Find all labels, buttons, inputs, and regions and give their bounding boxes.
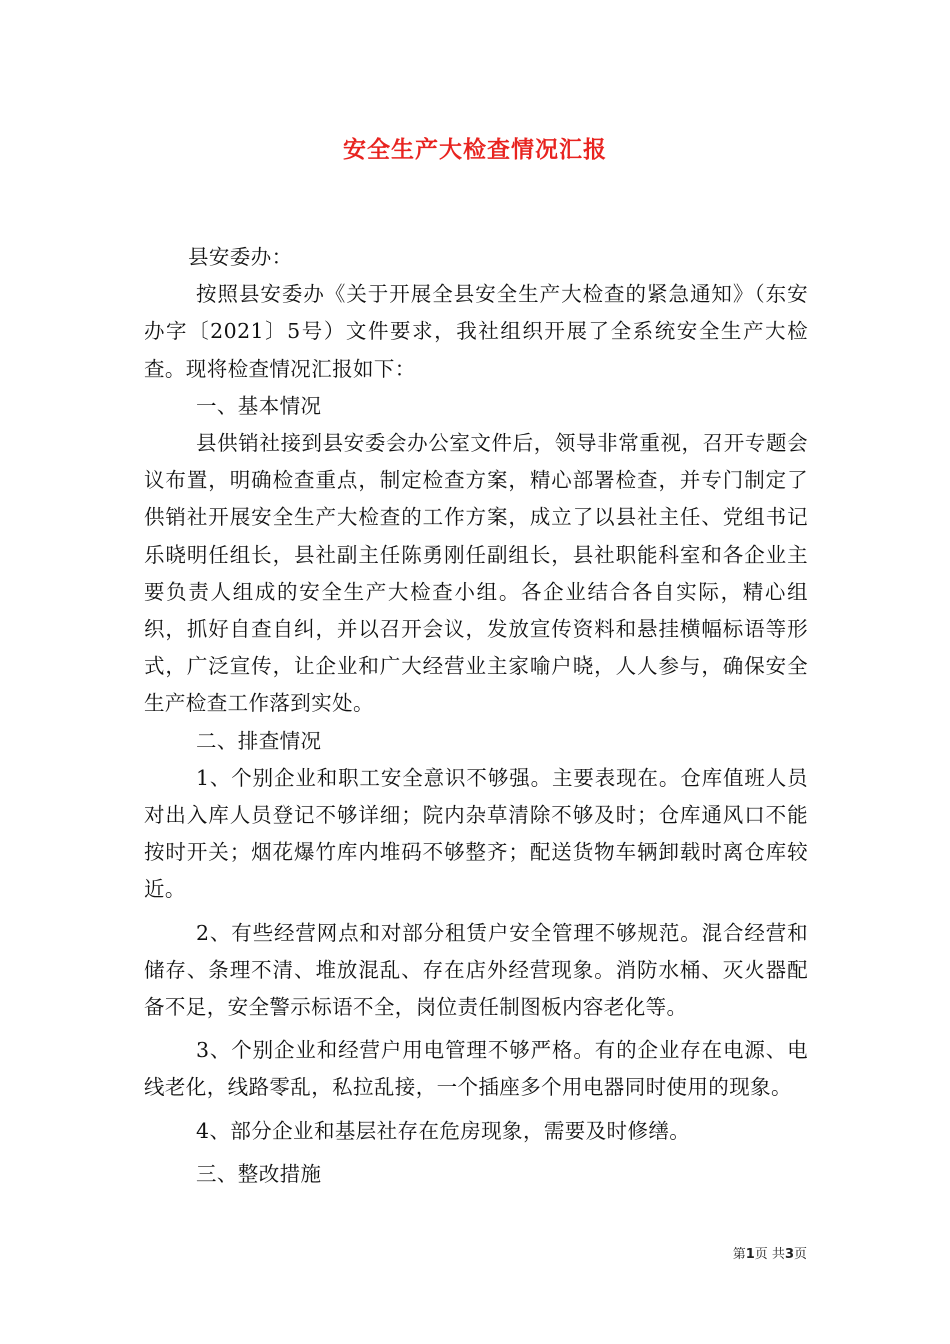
- footer-current-page: 1: [745, 1247, 755, 1262]
- document-body: [144, 239, 808, 1193]
- inspection-item-1: 1、个别企业和职工安全意识不够强。主要表现在。仓库值班人员对出入库人员登记不够详细；院内杂草清除不够及时；仓库通风口不能按时开关；烟花爆竹库内堆码不够整齐；配送货物车辆卸载时离仓库较近。: [144, 765, 808, 902]
- intro-paragraph: 按照县安委办《关于开展全县安全生产大检查的紧急通知》（东安办字〔2021〕5号）文件要求，我社组织开展了全系统安全生产大检查。现将检查情况汇报如下：: [144, 282, 808, 381]
- inspection-item-3: 3、个别企业和经营户用电管理不够严格。有的企业存在电源、电线老化，线路零乱，私拉乱接，一个插座多个用电器同时使用的现象。: [144, 1038, 808, 1100]
- document-title: 安全生产大检查情况汇报: [343, 137, 607, 163]
- page-number-footer: [733, 1246, 807, 1264]
- footer-suffix: 页: [793, 1247, 807, 1262]
- section-heading-rectification: 三、整改措施: [196, 1161, 322, 1186]
- inspection-item-4: 4、部分企业和基层社存在危房现象，需要及时修缮。: [196, 1118, 691, 1143]
- section-heading-basic: 一、基本情况: [196, 393, 322, 418]
- section-heading-inspection: 二、排查情况: [196, 728, 322, 753]
- section-basic-body: 县供销社接到县安委会办公室文件后，领导非常重视，召开专题会议布置，明确检查重点，制定检查方案，精心部署检查，并专门制定了供销社开展安全生产大检查的工作方案，成立了以县社主任、党组书记乐晓明任组长，县社副主任陈勇刚任副组长，县社职能科室和各企业主要负责人组成的安全生产大检查小组。各企业结合各自实际，精心组织，抓好自查自纠，并以召开会议，发放宣传资料和悬挂横幅标语等形式，广泛宣传，让企业和广大经营业主家喻户晓，人人参与，确保安全生产检查工作落到实处。: [144, 431, 808, 716]
- inspection-item-2: 2、有些经营网点和对部分租赁户安全管理不够规范。混合经营和储存、条理不清、堆放混乱、存在店外经营现象。消防水桶、灭火器配备不足，安全警示标语不全，岗位责任制图板内容老化等。: [144, 920, 808, 1020]
- salutation: 县安委办：: [188, 245, 293, 269]
- footer-total-pages: 3: [784, 1247, 794, 1262]
- footer-prefix: 第: [732, 1247, 746, 1262]
- footer-middle: 页 共: [754, 1247, 785, 1262]
